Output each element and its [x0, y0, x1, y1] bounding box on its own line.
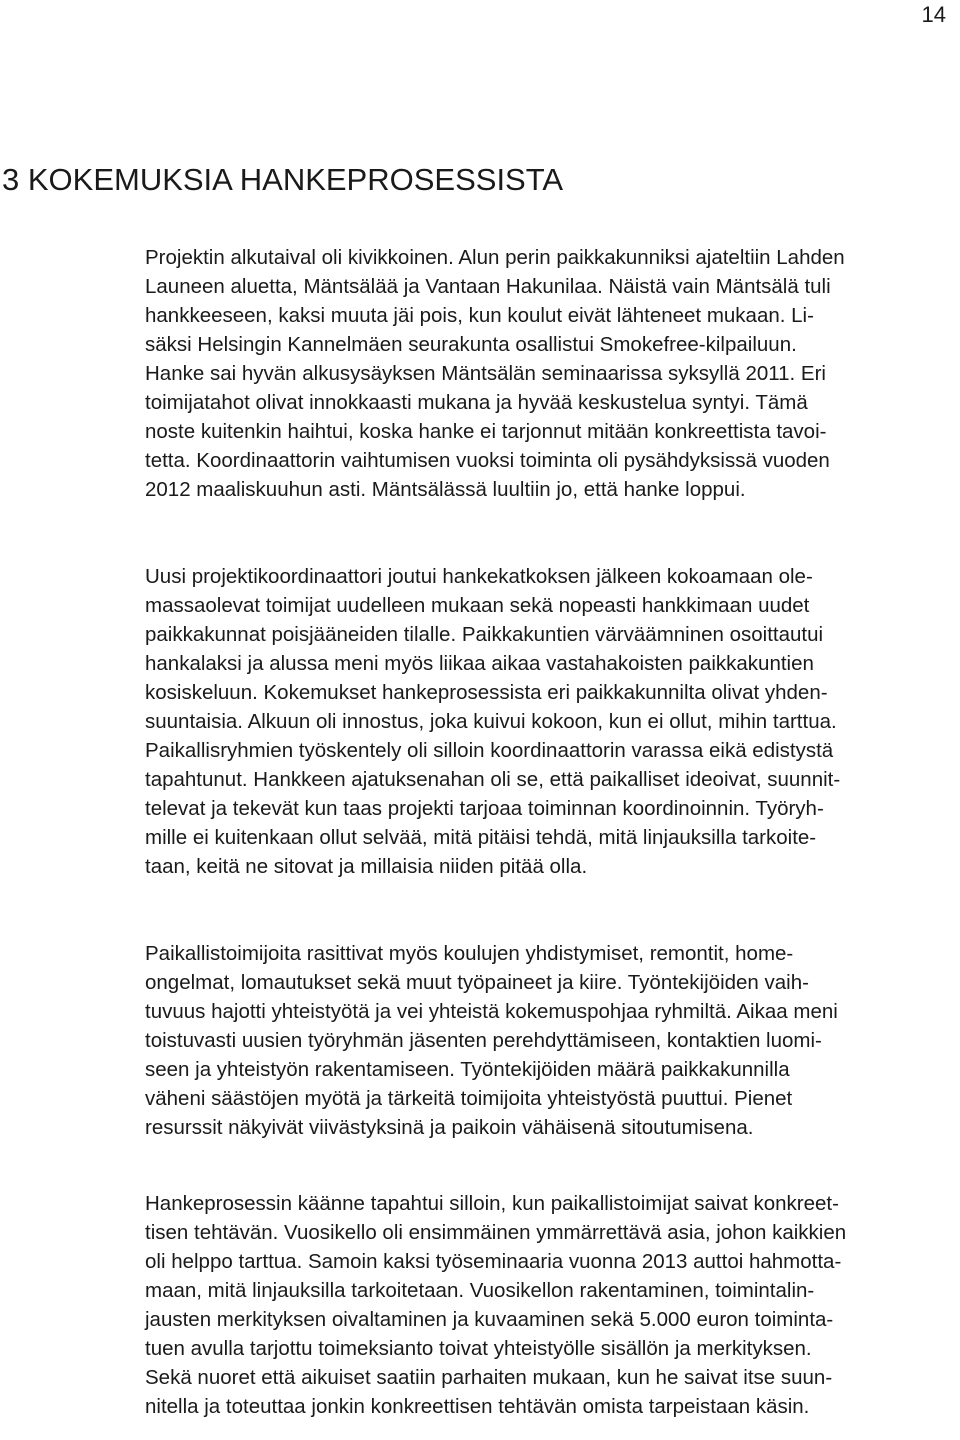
text-line: kosiskeluun. Kokemukset hankeprosessista eri paikkakunnilta olivat yhden-: [145, 681, 828, 704]
body-paragraph: [145, 1189, 960, 1421]
text-line: jausten merkityksen oivaltaminen ja kuvaaminen sekä 5.000 euron toiminta-: [145, 1308, 834, 1331]
text-line: maan, mitä linjauksilla tarkoitetaan. Vuosikellon rakentaminen, toimintalin-: [145, 1279, 815, 1302]
text-line: hankkeeseen, kaksi muuta jäi pois, kun koulut eivät lähteneet mukaan. Li-: [145, 304, 814, 327]
page-number: 14: [921, 2, 946, 27]
text-line: noste kuitenkin haihtui, koska hanke ei tarjonnut mitään konkreettista tavoi-: [145, 420, 827, 443]
text-line: televat ja tekevät kun taas projekti tarjoaa toiminnan koordinoinnin. Työryh-: [145, 797, 824, 820]
text-line: mille ei kuitenkaan ollut selvää, mitä pitäisi tehdä, mitä linjauksilla tarkoite-: [145, 826, 817, 849]
text-line: hankalaksi ja alussa meni myös liikaa aikaa vastahakoisten paikkakuntien: [145, 652, 814, 675]
text-line: ongelmat, lomautukset sekä muut työpaineet ja kiire. Työntekijöiden vaih-: [145, 971, 809, 994]
text-line: Launeen aluetta, Mäntsälää ja Vantaan Hakunilaa. Näistä vain Mäntsälä tuli: [145, 275, 831, 298]
text-line: seen ja yhteistyön rakentamiseen. Työntekijöiden määrä paikkakunnilla: [145, 1058, 790, 1081]
text-line: suuntaisia. Alkuun oli innostus, joka kuivui kokoon, kun ei ollut, mihin tarttua.: [145, 710, 837, 733]
body-paragraph: [145, 243, 960, 504]
text-line: oli helppo tarttua. Samoin kaksi työseminaaria vuonna 2013 auttoi hahmotta-: [145, 1250, 842, 1273]
text-line: Projektin alkutaival oli kivikkoinen. Alun perin paikkakunniksi ajateltiin Lahden: [145, 246, 845, 269]
text-line: Paikallisryhmien työskentely oli silloin koordinaattorin varassa eikä edistystä: [145, 739, 834, 762]
text-line: resurssit näkyivät viivästyksinä ja paikoin vähäisenä sitoutumisena.: [145, 1116, 754, 1139]
text-line: tuen avulla tarjottu toimeksianto toivat yhteistyölle sisällön ja merkityksen.: [145, 1337, 812, 1360]
text-line: Hankeprosessin käänne tapahtui silloin, kun paikallistoimijat saivat konkreet-: [145, 1192, 839, 1215]
text-line: tisen tehtävän. Vuosikello oli ensimmäinen ymmärrettävä asia, johon kaikkien: [145, 1221, 847, 1244]
text-line: tapahtunut. Hankkeen ajatuksenahan oli se, että paikalliset ideoivat, suunnit-: [145, 768, 841, 791]
text-line: toimijatahot olivat innokkaasti mukana ja hyvää keskustelua syntyi. Tämä: [145, 391, 808, 414]
body-paragraph: [145, 939, 960, 1142]
text-line: nitella ja toteuttaa jonkin konkreettisen tehtävän omista tarpeistaan käsin.: [145, 1395, 810, 1418]
text-line: taan, keitä ne sitovat ja millaisia niiden pitää olla.: [145, 855, 588, 878]
text-line: Sekä nuoret että aikuiset saatiin parhaiten mukaan, kun he saivat itse suun-: [145, 1366, 833, 1389]
text-line: paikkakunnat poisjääneiden tilalle. Paikkakuntien värväämninen osoittautui: [145, 623, 824, 646]
text-line: Paikallistoimijoita rasittivat myös koulujen yhdistymiset, remontit, home-: [145, 942, 794, 965]
text-line: Hanke sai hyvän alkusysäyksen Mäntsälän seminaarissa syksyllä 2011. Eri: [145, 362, 826, 385]
text-line: tuvuus hajotti yhteistyötä ja vei yhteistä kokemuspohjaa ryhmiltä. Aikaa meni: [145, 1000, 838, 1023]
text-line: massaolevat toimijat uudelleen mukaan sekä nopeasti hankkimaan uudet: [145, 594, 810, 617]
text-line: 2012 maaliskuuhun asti. Mäntsälässä luultiin jo, että hanke loppui.: [145, 478, 746, 501]
text-line: Uusi projektikoordinaattori joutui hankekatkoksen jälkeen kokoamaan ole-: [145, 565, 813, 588]
text-line: väheni säästöjen myötä ja tärkeitä toimijoita yhteistyöstä puuttui. Pienet: [145, 1087, 793, 1110]
text-line: toistuvasti uusien työryhmän jäsenten perehdyttämiseen, kontaktien luomi-: [145, 1029, 822, 1052]
text-line: säksi Helsingin Kannelmäen seurakunta osallistui Smokefree-kilpailuun.: [145, 333, 797, 356]
chapter-heading: 3 KOKEMUKSIA HANKEPROSESSISTA: [2, 162, 564, 197]
body-paragraph: [145, 562, 960, 881]
text-line: tetta. Koordinaattorin vaihtumisen vuoksi toiminta oli pysähdyksissä vuoden: [145, 449, 830, 472]
